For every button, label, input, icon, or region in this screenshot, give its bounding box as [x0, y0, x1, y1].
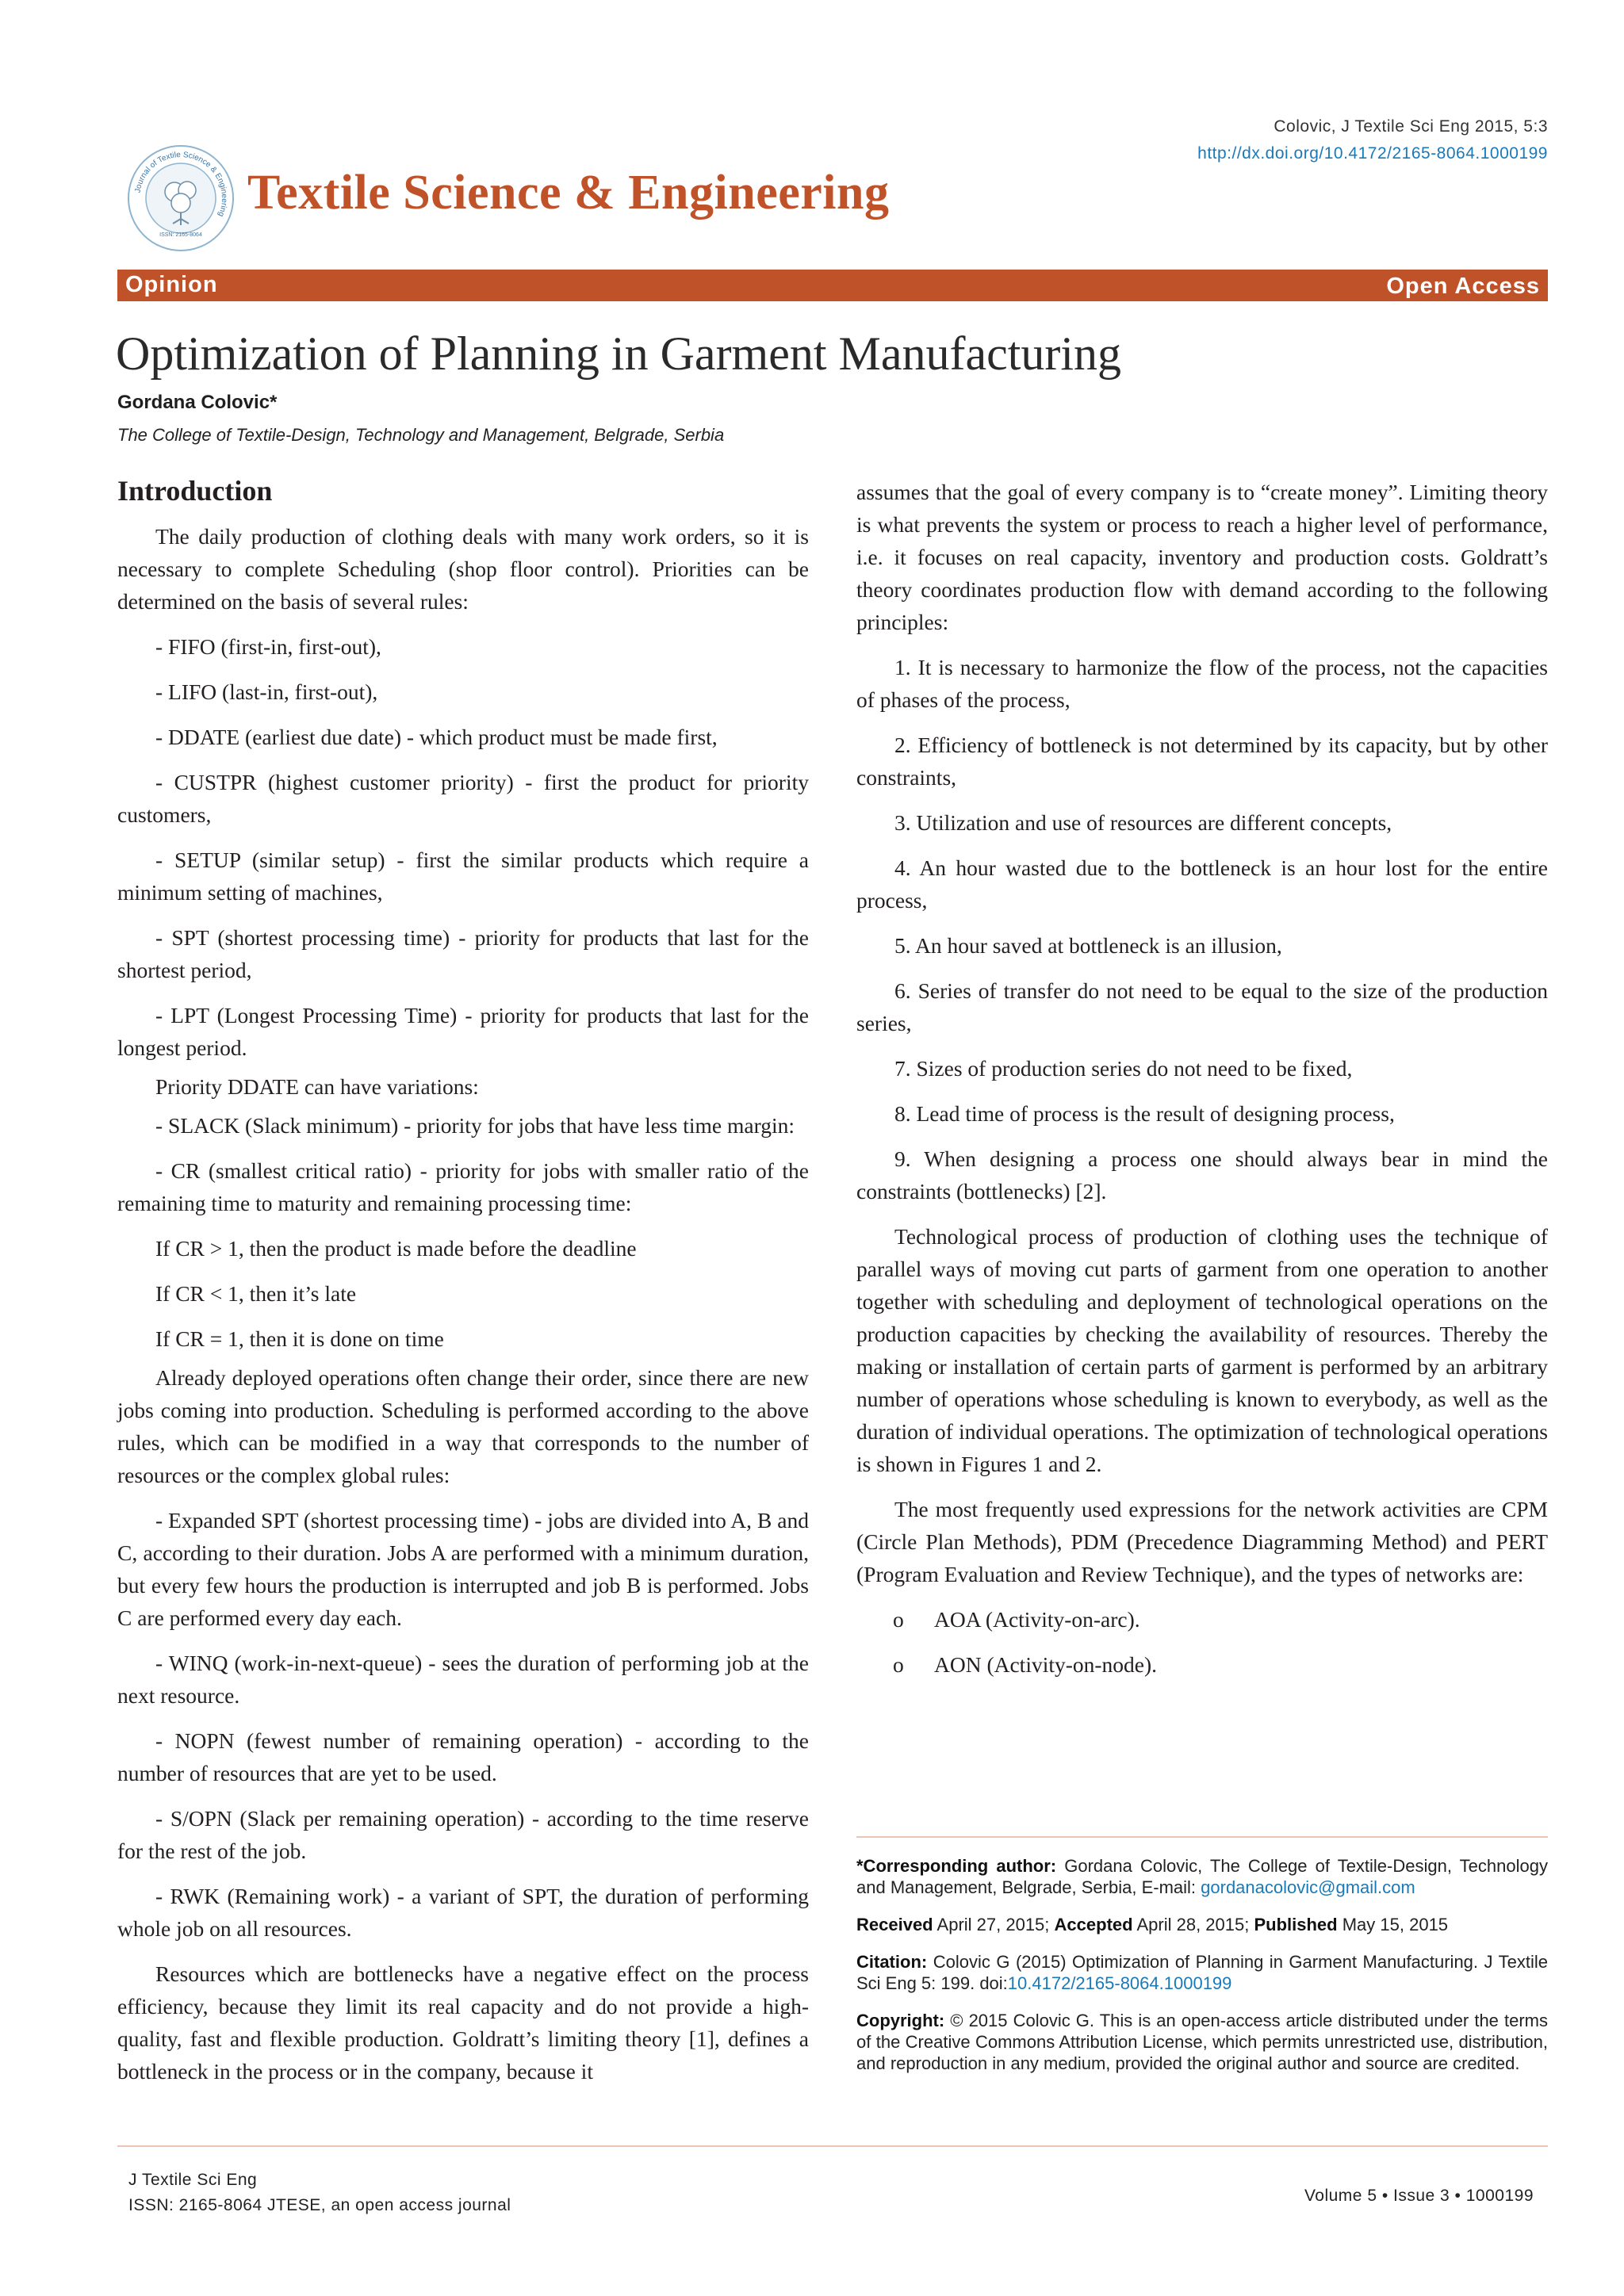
bullet-circle-icon: o: [893, 1652, 904, 1677]
list-item: - FIFO (first-in, first-out),: [155, 634, 381, 659]
paragraph: Technological process of production of clothing uses the technique of parallel ways of moving cut parts of garment from one operation to another together with scheduling and deployment of technological operations on the production capacities by checking the availability of resources. Thereby the making or installation of certain parts of garment is performed by an arbitrary number of operations whose scheduling is known to everybody, as well as the duration of individual operations. The optimization of technological operations is shown in Figures 1 and 2.: [856, 1224, 1548, 1476]
list-item: - Expanded SPT (shortest processing time) - jobs are divided into A, B and C, according to their duration. Jobs A are performed with a minimum duration, but every few hours the production is interrupted and job B is performed. Jobs C are performed every day each.: [117, 1508, 809, 1630]
article-title: Optimization of Planning in Garment Manufacturing: [116, 327, 1122, 380]
principle-item: 4. An hour wasted due to the bottleneck is an hour lost for the entire process,: [856, 855, 1548, 913]
note-label: Received: [856, 1915, 933, 1934]
principle-item: 6. Series of transfer do not need to be equal to the size of the production series,: [856, 978, 1548, 1035]
corresponding-author-note: [856, 1855, 1548, 1898]
citation-note: [856, 1951, 1548, 1994]
principle-item: 8. Lead time of process is the result of designing process,: [894, 1101, 1395, 1126]
list-item: - SPT (shortest processing time) - priority for products that last for the shortest period,: [117, 925, 809, 982]
dates-note: [856, 1914, 1548, 1935]
list-item: - CUSTPR (highest customer priority) - first the product for priority customers,: [117, 770, 809, 827]
list-item-text: AOA (Activity-on-arc).: [934, 1607, 1140, 1632]
article-type-label: Opinion: [125, 272, 218, 297]
footnote-box: [856, 1855, 1548, 2090]
email-link[interactable]: gordanacolovic@gmail.com: [1201, 1877, 1415, 1897]
principle-item: 3. Utilization and use of resources are different concepts,: [894, 810, 1392, 835]
list-item: - SLACK (Slack minimum) - priority for jobs that have less time margin:: [155, 1113, 795, 1138]
note-label: *Corresponding author:: [856, 1856, 1057, 1876]
note-text: Gordana Colovic, The College of Textile-Design, Technology and Management, Belgrade, Serbia, E-mail:: [856, 1856, 1548, 1897]
list-item: - DDATE (earliest due date) - which product must be made first,: [155, 725, 718, 749]
article-type-band: [117, 270, 1548, 301]
list-item: [856, 1648, 1548, 1681]
svg-text:Journal of Textile Science & E: Journal of Textile Science & Engineering: [133, 150, 229, 218]
note-text: © 2015 Colovic G. This is an open-access article distributed under the terms of the Creative Commons Attribution License, which permits unrestricted use, distribution, and reproduction in any medium, provided the original author and source are credited.: [856, 2011, 1548, 2073]
journal-logo: [125, 143, 236, 254]
principle-item: 7. Sizes of production series do not need to be fixed,: [894, 1056, 1353, 1081]
svg-text:ISSN: 2165-8064: ISSN: 2165-8064: [159, 232, 202, 238]
footnote-divider: [856, 1836, 1548, 1838]
note-text: Colovic G (2015) Optimization of Planning in Garment Manufacturing. J Textile Sci Eng 5: 199. doi:: [856, 1952, 1548, 1993]
list-item: - LIFO (last-in, first-out),: [155, 679, 378, 704]
paragraph: Priority DDATE can have variations:: [155, 1074, 479, 1099]
list-item-text: AON (Activity-on-node).: [934, 1652, 1158, 1677]
list-item: - CR (smallest critical ratio) - priority for jobs with smaller ratio of the remaining time to maturity and remaining processing time:: [117, 1158, 809, 1215]
footer-divider: [117, 2145, 1548, 2147]
paragraph: Already deployed operations often change their order, since there are new jobs coming into production. Scheduling is performed according to the above rules, which can be modified in a way that corresponds to the number of resources or the complex global rules:: [117, 1365, 809, 1487]
note-label: Accepted: [1054, 1915, 1133, 1934]
note-label: Published: [1254, 1915, 1338, 1934]
list-item: [856, 1603, 1548, 1636]
bullet-circle-icon: o: [893, 1607, 904, 1632]
footer-issn: ISSN: 2165-8064 JTESE, an open access journal: [128, 2196, 511, 2214]
note-text: April 28, 2015;: [1136, 1915, 1250, 1934]
running-citation: Colovic, J Textile Sci Eng 2015, 5:3: [1274, 117, 1548, 136]
list-item: - WINQ (work-in-next-queue) - sees the duration of performing job at the next resource.: [117, 1651, 809, 1708]
paragraph: assumes that the goal of every company is to “create money”. Limiting theory is what prevents the system or process to reach a higher level of performance, i.e. it focuses on real capacity, inventory and production costs. Goldratt’s theory coordinates production flow with demand according to the following principles:: [856, 480, 1548, 634]
journal-title: Textile Science & Engineering: [247, 166, 890, 220]
section-heading-introduction: Introduction: [117, 475, 273, 507]
note-label: Citation:: [856, 1952, 928, 1972]
list-item: - SETUP (similar setup) - first the similar products which require a minimum setting of machines,: [117, 848, 809, 905]
open-access-label: Open Access: [1386, 274, 1540, 299]
right-column: [856, 476, 1548, 1693]
paragraph: The most frequently used expressions for the network activities are CPM (Circle Plan Methods), PDM (Precedence Diagramming Method) and PERT (Program Evaluation and Review Technique), and the types of networks are:: [856, 1497, 1548, 1586]
list-item: - S/OPN (Slack per remaining operation) - according to the time reserve for the rest of the job.: [117, 1806, 809, 1863]
principle-item: 2. Efficiency of bottleneck is not determined by its capacity, but by other constraints,: [856, 733, 1548, 790]
principle-item: 9. When designing a process one should always bear in mind the constraints (bottlenecks) [2].: [856, 1146, 1548, 1203]
footer-journal: J Textile Sci Eng: [128, 2171, 258, 2189]
doi-link[interactable]: http://dx.doi.org/10.4172/2165-8064.1000199: [1197, 144, 1548, 163]
list-item: - NOPN (fewest number of remaining operation) - according to the number of resources that are yet to be used.: [117, 1728, 809, 1785]
copyright-note: [856, 2010, 1548, 2074]
article-author: Gordana Colovic*: [117, 392, 278, 413]
list-item: - LPT (Longest Processing Time) - priority for products that last for the longest period.: [117, 1003, 809, 1060]
author-affiliation: The College of Textile-Design, Technology and Management, Belgrade, Serbia: [117, 425, 725, 445]
principle-item: 1. It is necessary to harmonize the flow of the process, not the capacities of phases of the process,: [856, 655, 1548, 712]
paragraph: The daily production of clothing deals with many work orders, so it is necessary to complete Scheduling (shop floor control). Priorities can be determined on the basis of several rules:: [117, 524, 809, 614]
condition-line: If CR > 1, then the product is made before the deadline: [155, 1236, 637, 1261]
footer-volume: Volume 5 • Issue 3 • 1000199: [1304, 2187, 1534, 2205]
paragraph: Resources which are bottlenecks have a negative effect on the process efficiency, because they limit its real capacity and do not provide a high-quality, fast and flexible production. Goldratt’s limiting theory [1], defines a bottleneck in the process or in the company, because it: [117, 1961, 809, 2084]
condition-line: If CR < 1, then it’s late: [155, 1281, 357, 1306]
principle-item: 5. An hour saved at bottleneck is an illusion,: [894, 933, 1282, 958]
note-label: Copyright:: [856, 2011, 945, 2030]
condition-line: If CR = 1, then it is done on time: [155, 1326, 444, 1351]
doi-link[interactable]: 10.4172/2165-8064.1000199: [1007, 1973, 1232, 1993]
note-text: April 27, 2015;: [936, 1915, 1050, 1934]
list-item: - RWK (Remaining work) - a variant of SPT, the duration of performing whole job on all resources.: [117, 1884, 809, 1941]
note-text: May 15, 2015: [1342, 1915, 1449, 1934]
left-column: [117, 473, 809, 2100]
journal-seal-icon: [125, 143, 236, 254]
